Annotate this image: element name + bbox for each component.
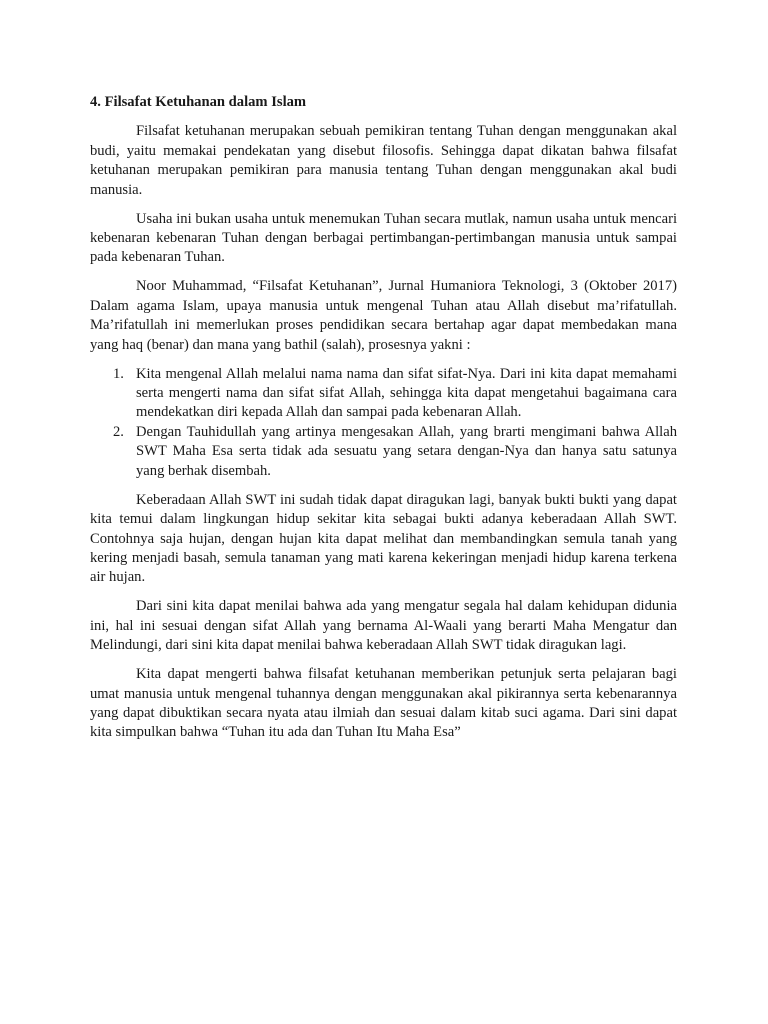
list-item — [90, 423, 677, 481]
paragraph-citation-marifatullah: Noor Muhammad, “Filsafat Ketuhanan”, Jurnal Humaniora Teknologi, 3 (Oktober 2017) Dalam agama Islam, upaya manusia untuk mengenal Tuhan atau Allah disebut ma’rifatullah. Ma’rifatullah ini memerlukan proses pendidikan secara bertahap agar dapat membedakan mana yang haq (benar) dan mana yang bathil (salah), prosesnya yakni : — [90, 278, 677, 353]
paragraph-effort: Usaha ini bukan usaha untuk menemukan Tuhan secara mutlak, namun usaha untuk mencari kebenaran kebenaran Tuhan dengan berbagai pertimbangan-pertimbangan manusia untuk sampai pada kebenaran Tuhan. — [90, 210, 677, 266]
paragraph-evidence: Keberadaan Allah SWT ini sudah tidak dapat diragukan lagi, banyak bukti bukti yang dapat kita temui dalam lingkungan hidup sekitar kita sebagai bukti adanya keberadaan Allah SWT. Contohnya saja hujan, dengan hujan kita dapat melihat dan membandingkan semula tanah yang kering menjadi basah, semula tanaman yang mati karena kekeringan menjadi hidup karena terkena air hujan. — [90, 491, 677, 586]
list-number: 1. — [113, 365, 124, 382]
paragraph-conclusion: Kita dapat mengerti bahwa filsafat ketuhanan memberikan petunjuk serta pelajaran bagi umat manusia untuk mengenal tuhannya dengan menggunakan akal pikirannya serta kebenarannya yang dapat dibuktikan secara nyata atau ilmiah dan sesuai dalam kitab suci agama. Dari sini dapat kita simpulkan bahwa “Tuhan itu ada dan Tuhan Itu Maha Esa” — [90, 666, 677, 741]
list-number: 2. — [113, 423, 124, 440]
paragraph-definition: Filsafat ketuhanan merupakan sebuah pemikiran tentang Tuhan dengan menggunakan akal budi, yaitu memakai pendekatan yang disebut filosofis. Sehingga dapat dikatan bahwa filsafat ketuhanan merupakan pemikiran para manusia tentang Tuhan dengan menggunakan akal budi manusia. — [90, 123, 677, 198]
numbered-list — [90, 365, 677, 481]
document-page — [90, 93, 677, 752]
list-item-text: Kita mengenal Allah melalui nama nama dan sifat sifat-Nya. Dari ini kita dapat memahami serta mengerti nama dan sifat sifat Allah, sehingga kita dapat mengetahui bagaimana cara mendekatkan diri kepada Allah dan sampai pada kebenaran Allah. — [136, 365, 677, 421]
paragraph-al-waali: Dari sini kita dapat menilai bahwa ada yang mengatur segala hal dalam kehidupan didunia ini, hal ini sesuai dengan sifat Allah yang bernama Al-Waali yang berarti Maha Mengatur dan Melindungi, dari sini kita dapat menilai bahwa keberadaan Allah SWT tidak diragukan lagi. — [90, 598, 677, 654]
list-item — [90, 365, 677, 423]
list-item-text: Dengan Tauhidullah yang artinya mengesakan Allah, yang brarti mengimani bahwa Allah SWT Maha Esa serta tidak ada sesuatu yang setara dengan-Nya dan hanya satu satunya yang berhak disembah. — [136, 423, 677, 479]
section-heading: 4. Filsafat Ketuhanan dalam Islam — [90, 94, 307, 110]
